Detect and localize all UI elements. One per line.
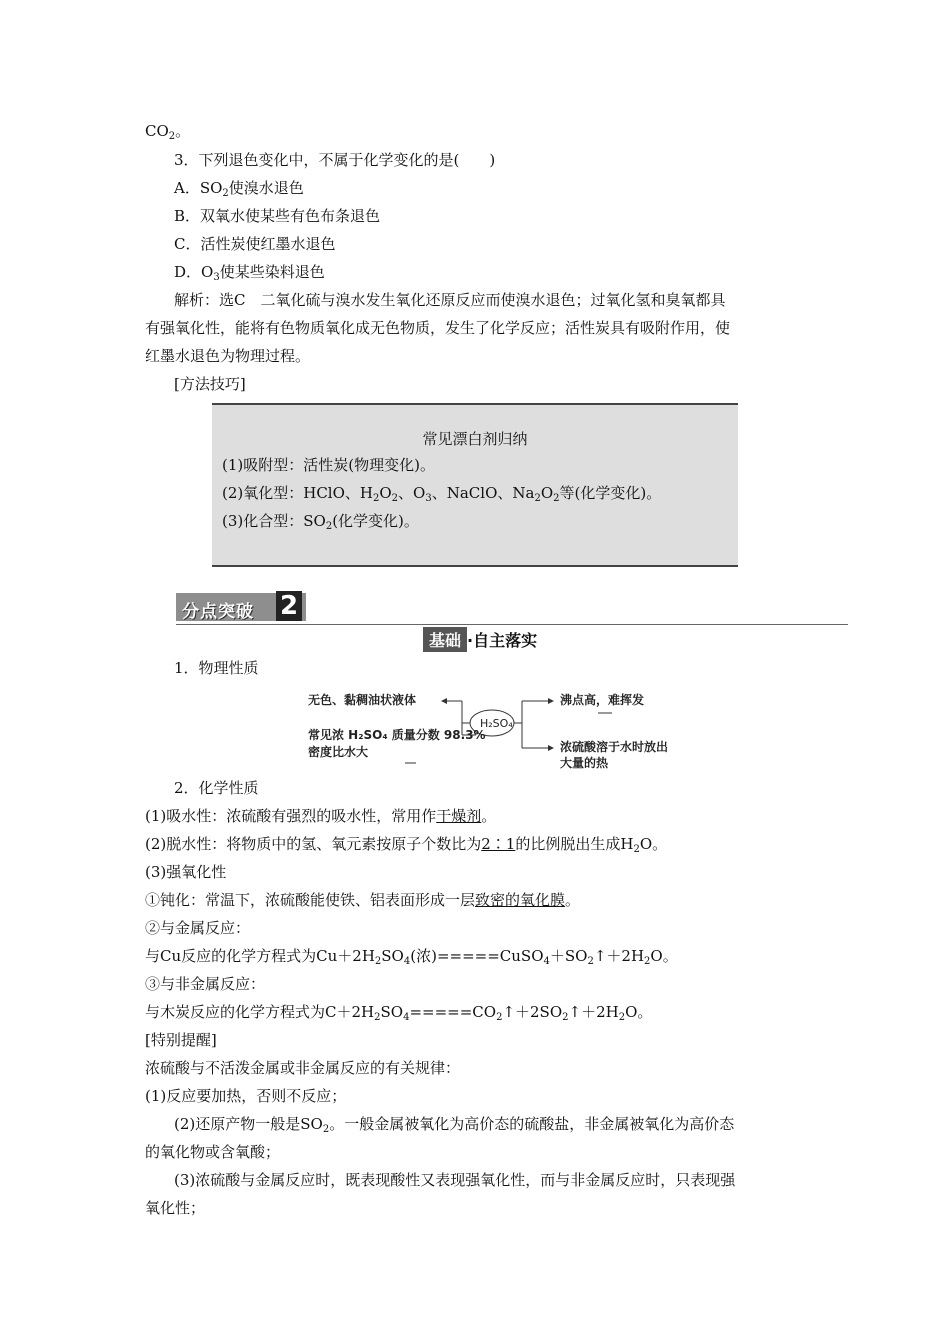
diagram-label: 无色、黏稠油状液体 (308, 693, 417, 707)
text-line: ③与非金属反应： (145, 975, 266, 993)
diagram-label: 大量的热 (560, 756, 609, 770)
subsection-rest: ·自主落实 (467, 631, 538, 650)
diagram-label: 浓硫酸溶于水时放出 (560, 740, 669, 754)
section-label: 分点突破 (182, 602, 254, 622)
divider (176, 624, 848, 625)
tip-tag: [特别提醒] (145, 1031, 217, 1049)
text-line: ②与金属反应： (145, 919, 251, 937)
analysis-line: 解析：选C 二氧化硫与溴水发生氧化还原反应而使溴水退色；过氧化氢和臭氧都具 (174, 291, 726, 309)
text-line: $CO_2$。 (145, 122, 191, 142)
summary-box (212, 403, 738, 567)
diagram-label: 常见浓 H₂SO₄ 质量分数 98.3% (308, 728, 486, 742)
subsection-badge: 基础 (423, 627, 467, 652)
box-line: (3)化合型：$SO_2$(化学变化)。 (222, 512, 419, 532)
text-line: (2)脱水性：将物质中的氢、氧元素按原子个数比为2∶1的比例脱出生成$H_2O$。 (145, 835, 668, 855)
text-line: (3)浓硫酸与金属反应时，既表现酸性又表现强氧化性，而与非金属反应时，只表现强 (174, 1171, 736, 1189)
text-line: ①钝化：常温下，浓硫酸能使铁、铝表面形成一层致密的氧化膜。 (145, 891, 581, 909)
box-line: (1)吸附型：活性炭(物理变化)。 (222, 456, 435, 474)
option-d: D．$O_3$使某些染料退色 (174, 263, 325, 283)
box-title: 常见漂白剂归纳 (422, 430, 528, 448)
option-a: A．$SO_2$使溴水退色 (174, 179, 304, 199)
subsection-title (423, 627, 537, 652)
option-c: C．活性炭使红墨水退色 (174, 235, 336, 253)
properties-diagram (300, 683, 700, 775)
analysis-line: 红墨水退色为物理过程。 (145, 347, 311, 365)
text-line: (1)反应要加热，否则不反应； (145, 1087, 347, 1105)
diagram-center: H₂SO₄ (480, 717, 513, 730)
diagram-label: 沸点高，难挥发 (560, 693, 645, 707)
text-line: (2)还原产物一般是$SO_2$。一般金属被氧化为高价态的硫酸盐，非金属被氧化为高价态 (174, 1115, 735, 1135)
text-line: 浓硫酸与不活泼金属或非金属反应的有关规律： (145, 1059, 461, 1077)
phys-title: 1．物理性质 (174, 659, 259, 677)
text-line: 的氧化物或含氧酸； (145, 1143, 281, 1161)
section-number: 2 (276, 591, 302, 621)
question-stem: 3．下列退色变化中，不属于化学变化的是( ) (174, 151, 496, 169)
diagram-label: 密度比水大 (308, 745, 369, 759)
option-b: B．双氧水使某些有色布条退色 (174, 207, 381, 225)
section-header (176, 593, 306, 621)
text-line: 氧化性； (145, 1199, 206, 1217)
text-line: (3)强氧化性 (145, 863, 227, 881)
method-tag: [方法技巧] (174, 375, 246, 393)
analysis-line: 有强氧化性，能将有色物质氧化成无色物质，发生了化学反应；活性炭具有吸附作用，使 (145, 319, 731, 337)
box-line: (2)氧化型：HClO、$H_2O_2$、$O_3$、NaClO、$Na_2O_2$等(化学变化)。 (222, 484, 662, 504)
text-line: (1)吸水性：浓硫酸有强烈的吸水性，常用作干燥剂。 (145, 807, 497, 825)
equation-line: 与Cu反应的化学方程式为$Cu+2H_2SO_4$(浓)$=====CuSO_4+SO_2↑+2H_2O$。 (145, 947, 678, 967)
chem-title: 2．化学性质 (174, 779, 259, 797)
equation-line: 与木炭反应的化学方程式为$C+2H_2SO_4=====CO_2↑+2SO_2↑+2H_2O$。 (145, 1003, 653, 1023)
